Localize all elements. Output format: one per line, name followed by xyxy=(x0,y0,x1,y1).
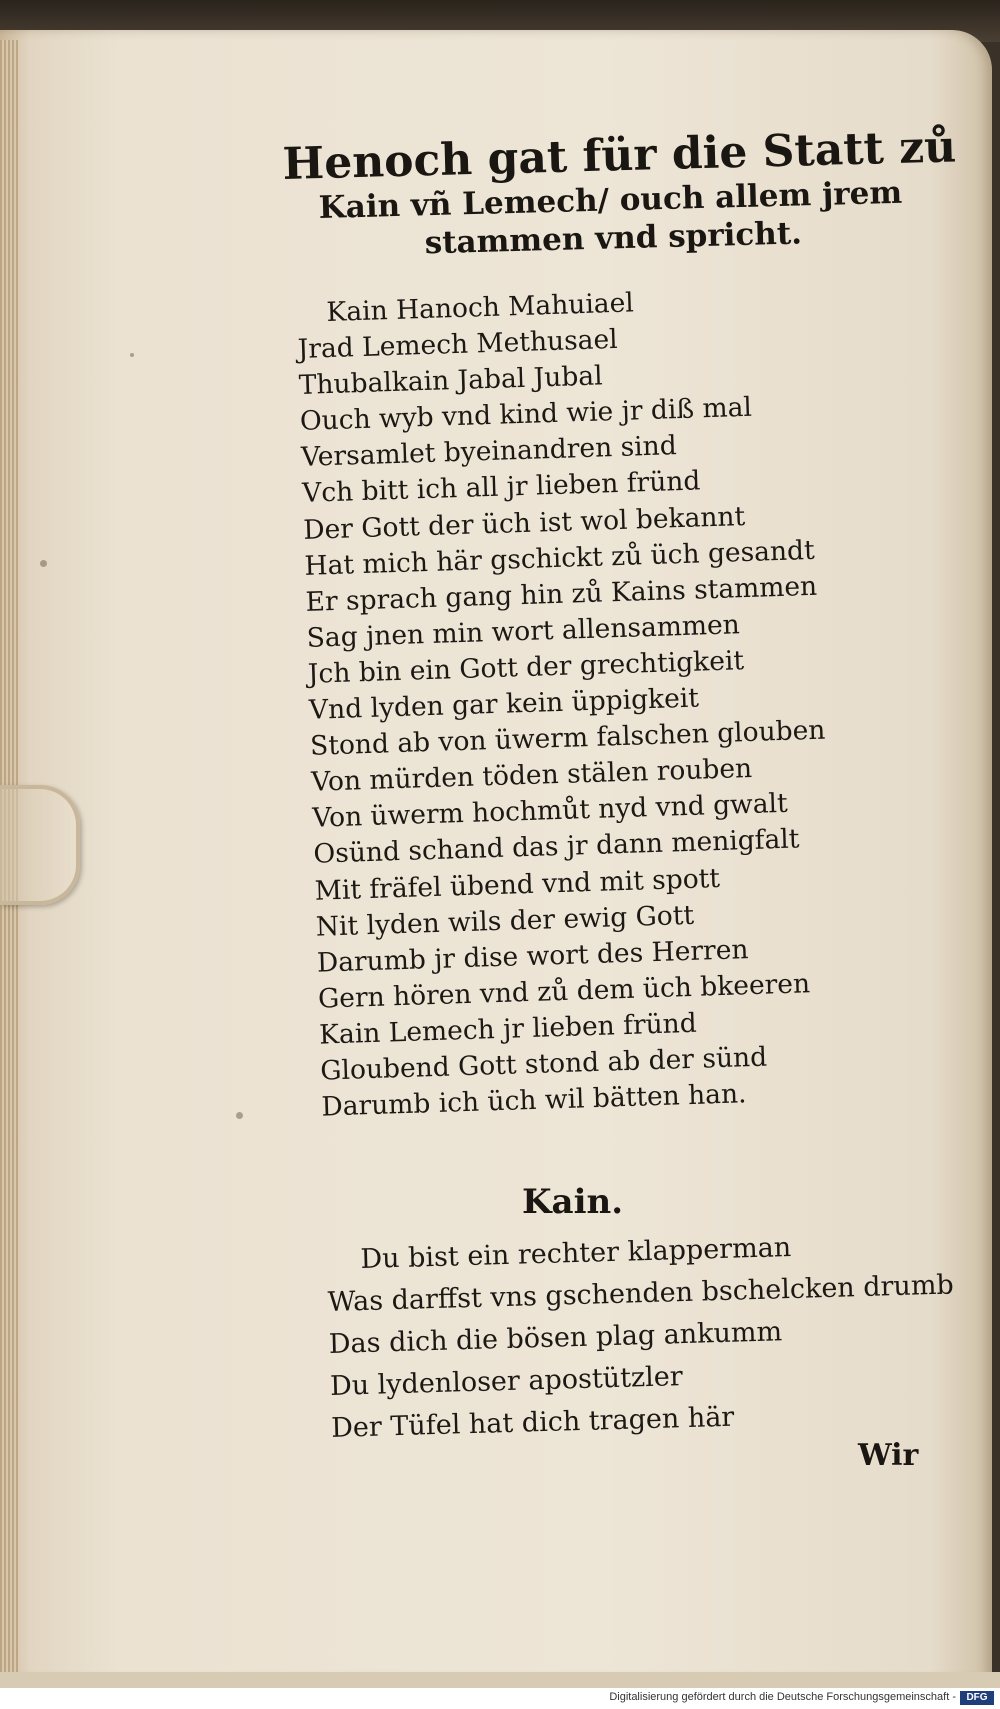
verse-line: Stond ab von üwerm falschen glouben xyxy=(309,714,826,762)
ink-speck xyxy=(40,560,47,567)
funding-credit: Digitalisierung gefördert durch die Deutsche Forschungsgemeinschaft - xyxy=(609,1691,956,1703)
verse-line: Hat mich här gschickt zů üch gesandt xyxy=(303,534,816,582)
heading-line-2: Kain vñ Lemech/ ouch allem jrem xyxy=(318,174,903,227)
verse-line: Mit fräfel übend vnd mit spott xyxy=(314,862,721,907)
page-bottom-edge xyxy=(0,1672,1000,1688)
verse-block xyxy=(296,277,942,1126)
verse-line: Von mürden töden stälen rouben xyxy=(310,753,753,798)
verse-line: Gern hören vnd zů dem üch bkeeren xyxy=(317,967,811,1015)
ink-speck xyxy=(236,1112,243,1119)
verse-line: Kain Lemech jr lieben fründ xyxy=(318,1007,698,1051)
verse-line: Jch bin ein Gott der grechtigkeit xyxy=(307,645,745,690)
page-clip xyxy=(0,785,80,905)
speaker-heading: Kain. xyxy=(522,1182,624,1222)
verse-line: Er sprach gang hin zů Kains stammen xyxy=(305,570,818,618)
verse-line: Von üwerm hochmůt nyd vnd gwalt xyxy=(311,788,789,835)
verse-line: Was darffst vns gschenden bschelcken drumb xyxy=(327,1269,955,1318)
footer-bar xyxy=(0,1688,1000,1709)
dfg-logo: DFG xyxy=(960,1691,994,1705)
verse-line: Darumb ich üch wil bätten han. xyxy=(321,1078,747,1123)
verse-line: Der Gott der üch ist wol bekannt xyxy=(302,500,746,546)
verse-line: Kain Hanoch Mahuiael xyxy=(326,287,635,329)
page-heading xyxy=(281,121,957,266)
verse-line: Vch bitt ich all jr lieben fründ xyxy=(301,465,701,510)
verse-line: Das dich die bösen plag ankumm xyxy=(328,1316,783,1360)
verse-line: Du lydenloser apostützler xyxy=(329,1361,684,1402)
catchword: Wir xyxy=(858,1438,919,1473)
verse-block-kain xyxy=(326,1223,955,1450)
verse-line: Du bist ein rechter klapperman xyxy=(360,1232,792,1276)
verse-line: Darumb jr dise wort des Herren xyxy=(316,933,749,979)
verse-line: Nit lyden wils der ewig Gott xyxy=(315,899,695,943)
verse-line: Versamlet byeinandren sind xyxy=(300,430,678,474)
verse-line: Jrad Lemech Methusael xyxy=(297,324,619,366)
heading-line-1: Henoch gat für die Statt zů xyxy=(281,121,957,190)
verse-line: Osünd schand das jr dann menigfalt xyxy=(313,823,800,871)
heading-line-3: stammen vnd spricht. xyxy=(424,215,803,262)
verse-line: Sag jnen min wort allensammen xyxy=(306,609,741,654)
ink-speck xyxy=(130,353,134,357)
verse-line: Ouch wyb vnd kind wie jr diß mal xyxy=(299,392,753,438)
verse-line: Vnd lyden gar kein üppigkeit xyxy=(308,682,700,726)
verse-line: Thubalkain Jabal Jubal xyxy=(298,360,604,402)
verse-line: Gloubend Gott stond ab der sünd xyxy=(319,1041,768,1087)
verse-line: Der Tüfel hat dich tragen här xyxy=(330,1401,735,1444)
